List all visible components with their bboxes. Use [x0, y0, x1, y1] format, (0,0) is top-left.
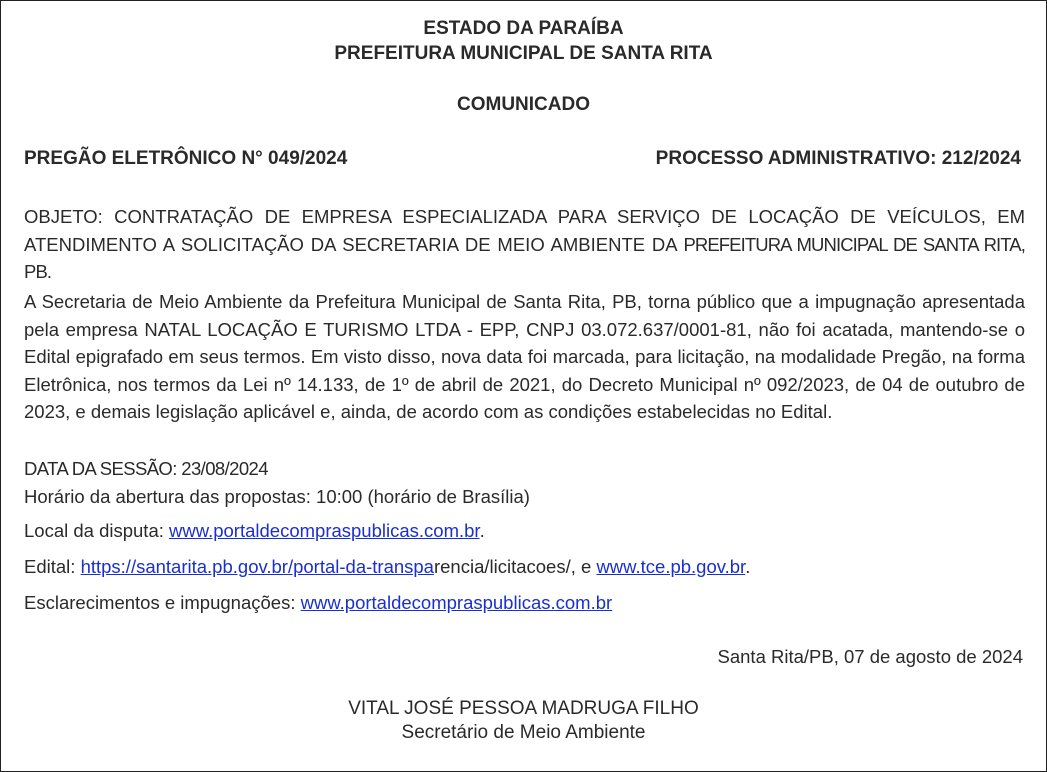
pregao-reference: PREGÃO ELETRÔNICO N° 049/2024: [24, 148, 348, 169]
session-date: DATA DA SESSÃO: 23/08/2024: [24, 458, 268, 479]
local-disputa-link[interactable]: www.portaldecompraspublicas.com.br: [169, 520, 480, 541]
objeto-paragraph: [24, 203, 1025, 286]
esclarecimentos-label: Esclarecimentos e impugnações:: [24, 592, 301, 613]
local-disputa-suffix: .: [479, 520, 485, 541]
edital-tce-link[interactable]: www.tce.pb.gov.br: [596, 556, 746, 577]
notice-paragraph: A Secretaria de Meio Ambiente da Prefeitura Municipal de Santa Rita, PB, torna público que a impugnação apresentada pela empresa NATAL LOCAÇÃO E TURISMO LTDA - EPP, CNPJ 03.072.637/0001-81, não foi acatada, mantendo-se o Edital epigrafado em seus termos. Em visto disso, nova data foi marcada, para licitação, na modalidade Pregão, na forma Eletrônica, nos termos da Lei nº 14.133, de 1º de abril de 2021, do Decreto Municipal nº 092/2023, de 04 de outubro de 2023, e demais legislação aplicável e, ainda, de acordo com as condições estabelecidas no Edital.: [24, 291, 1025, 422]
document-title: COMUNICADO: [457, 94, 590, 115]
edital-path-text: rencia/licitacoes/, e: [433, 556, 597, 577]
edital-portal-link[interactable]: https://santarita.pb.gov.br/portal-da-transpa: [80, 556, 434, 577]
edital-suffix: .: [745, 556, 751, 577]
esclarecimentos-line: [24, 591, 612, 615]
municipality-heading: PREFEITURA MUNICIPAL DE SANTA RITA: [334, 43, 713, 64]
processo-reference: PROCESSO ADMINISTRATIVO: 212/2024: [655, 148, 1021, 169]
place-date: Santa Rita/PB, 07 de agosto de 2024: [717, 646, 1023, 667]
esclarecimentos-link[interactable]: www.portaldecompraspublicas.com.br: [300, 592, 613, 613]
local-disputa-label: Local da disputa:: [24, 520, 170, 541]
session-time: Horário da abertura das propostas: 10:00 (horário de Brasília): [24, 486, 530, 507]
signer-name: VITAL JOSÉ PESSOA MADRUGA FILHO: [348, 698, 699, 719]
edital-line: [24, 555, 750, 579]
edital-label: Edital:: [24, 556, 81, 577]
objeto-text-tail: PREFEITURA MUNICIPAL DE SANTA RITA, PB.: [24, 233, 1025, 282]
state-heading: ESTADO DA PARAÍBA: [423, 18, 624, 39]
objeto-text: OBJETO: CONTRATAÇÃO DE EMPRESA ESPECIALIZADA PARA SERVIÇO DE LOCAÇÃO DE VEÍCULOS, EM ATENDIMENTO A SOLICITAÇÃO DA SECRETARIA DE MEIO AMBIENTE DA: [24, 206, 1025, 255]
local-disputa-line: [24, 519, 485, 543]
signer-role: Secretário de Meio Ambiente: [401, 722, 646, 743]
